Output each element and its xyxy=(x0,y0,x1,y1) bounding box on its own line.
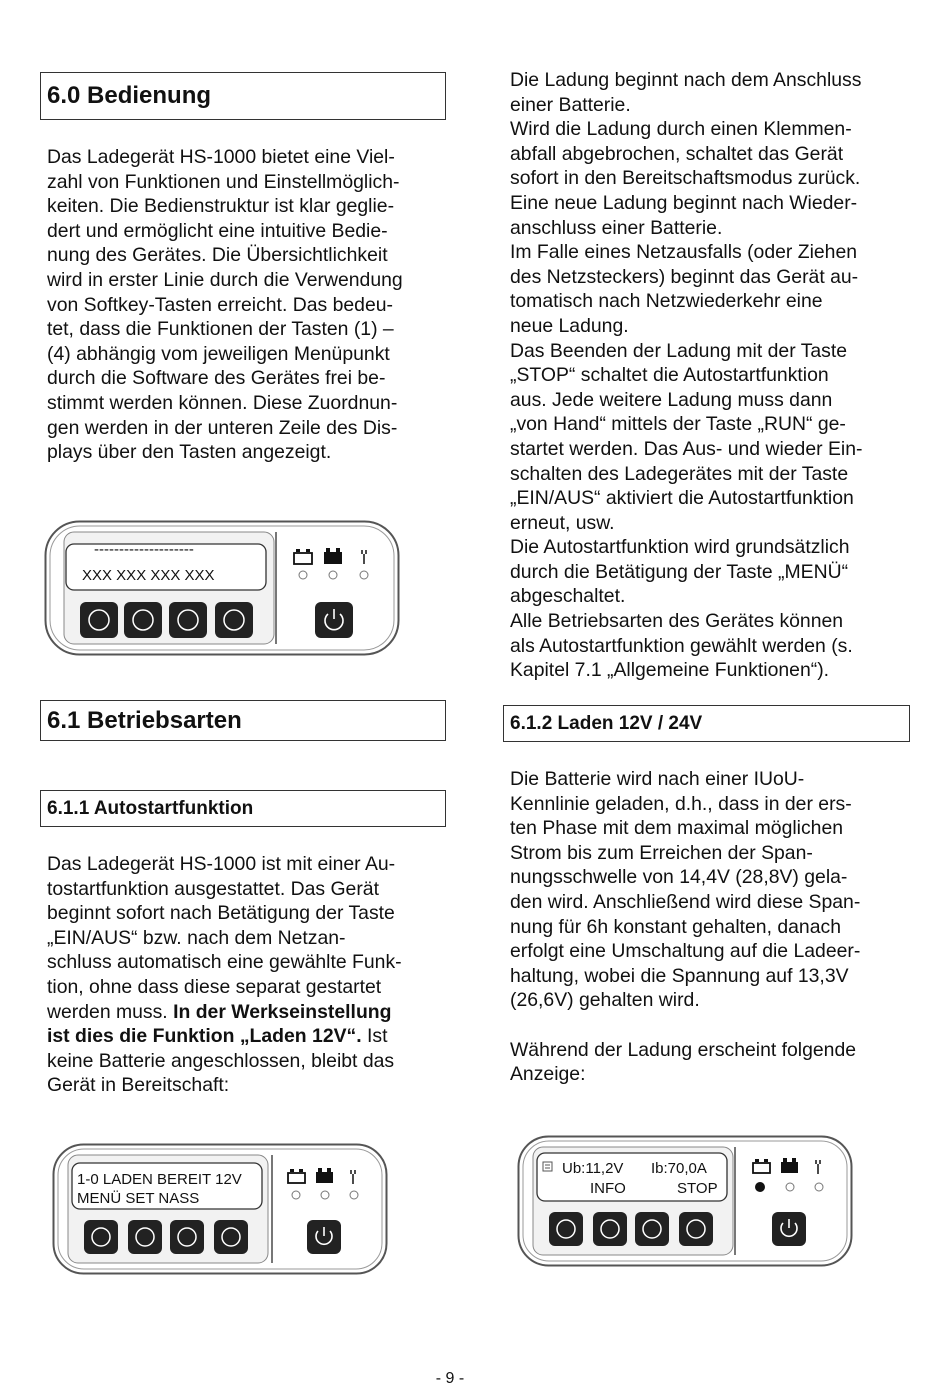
text-line: Die Autostartfunktion wird grundsätzlich xyxy=(510,536,850,559)
status-led-3 xyxy=(360,571,368,579)
text-line: startet werden. Das Aus- und wieder Ein- xyxy=(510,437,863,460)
paragraph-lines xyxy=(47,1049,447,1098)
display-stop-label: STOP xyxy=(677,1180,718,1197)
softkey-button-4[interactable] xyxy=(215,602,253,638)
text-line: wird in erster Linie durch die Verwendung xyxy=(47,268,403,291)
text-line: als Autostartfunktion gewählt werden (s. xyxy=(510,634,853,657)
text-line: plays über den Tasten angezeigt. xyxy=(47,441,332,464)
text-line: nung des Gerätes. Die Übersichtlichkeit xyxy=(47,244,388,267)
text-line: Eine neue Ladung beginnt nach Wieder- xyxy=(510,191,858,214)
display-line-1: -------------------- xyxy=(94,541,194,558)
text-line: tomatisch nach Netzwiederkehr eine xyxy=(510,290,823,313)
softkey-button-4[interactable] xyxy=(679,1212,713,1246)
display-line-1: 1-0 LADEN BEREIT 12V xyxy=(77,1171,242,1188)
status-led-1 xyxy=(299,571,307,579)
softkey-button-3[interactable] xyxy=(170,1220,204,1254)
softkey-button-3[interactable] xyxy=(635,1212,669,1246)
text-line: tet, dass die Funktionen der Tasten (1) – xyxy=(47,318,394,341)
power-button[interactable] xyxy=(315,602,353,638)
softkey-button-2[interactable] xyxy=(593,1212,627,1246)
display-line-2: XXX XXX XXX XXX xyxy=(82,567,215,584)
text-line: durch die Software des Gerätes frei be- xyxy=(47,367,386,390)
text-line: „EIN/AUS“ bzw. nach dem Netzan- xyxy=(47,926,346,949)
text-line: beginnt sofort nach Betätigung der Taste xyxy=(47,902,395,925)
softkey-button-2[interactable] xyxy=(124,602,162,638)
section-heading-6-1: 6.1 Betriebsarten xyxy=(40,700,446,741)
text-line: Das Ladegerät HS-1000 bietet eine Viel- xyxy=(47,146,395,168)
text-line: Die Batterie wird nach einer IUoU- xyxy=(510,768,805,790)
display-voltage: Ub:11,2V xyxy=(562,1160,624,1177)
text-line: (4) abhängig vom jeweiligen Menüpunkt xyxy=(47,342,390,365)
text-line: Alle Betriebsarten des Gerätes können xyxy=(510,610,844,633)
text-line: nungsschwelle von 14,4V (28,8V) gela- xyxy=(510,866,848,889)
text-line: abfall abgebrochen, schaltet das Gerät xyxy=(510,142,844,165)
text-line: aus. Jede weitere Ladung muss dann xyxy=(510,388,833,411)
status-led-3 xyxy=(350,1191,358,1199)
section-heading-6-1-2: 6.1.2 Laden 12V / 24V xyxy=(503,705,910,742)
paragraph-lines xyxy=(47,145,447,465)
text-line: erneut, usw. xyxy=(510,511,615,534)
text-line: Das Ladegerät HS-1000 ist mit einer Au- xyxy=(47,853,396,875)
paragraph-lines xyxy=(47,852,447,1000)
status-led-2 xyxy=(786,1183,794,1191)
paragraph-lines xyxy=(510,767,920,1087)
text-line: „von Hand“ mittels der Taste „RUN“ ge- xyxy=(510,413,846,436)
text-line: erfolgt eine Umschaltung auf die Ladeer- xyxy=(510,940,861,963)
softkey-button-1[interactable] xyxy=(549,1212,583,1246)
power-button[interactable] xyxy=(772,1212,806,1246)
display-current: Ib:70,0A xyxy=(651,1160,707,1177)
text-line: Anzeige: xyxy=(510,1063,586,1086)
text-line: (26,6V) gehalten wird. xyxy=(510,989,700,1012)
text-line: Während der Ladung erscheint folgende xyxy=(510,1038,857,1061)
text-line: durch die Betätigung der Taste „MENÜ“ xyxy=(510,560,849,583)
page-number: - 9 - xyxy=(435,1370,465,1387)
text-line: neue Ladung. xyxy=(510,314,629,337)
text-line: Strom bis zum Erreichen der Span- xyxy=(510,841,813,864)
text-line: Gerät in Bereitschaft: xyxy=(47,1074,230,1097)
text-line: Wird die Ladung durch einen Klemmen- xyxy=(510,118,852,141)
device-panel-1 xyxy=(44,520,400,656)
text-line: keine Batterie angeschlossen, bleibt das xyxy=(47,1049,395,1072)
softkey-button-1[interactable] xyxy=(84,1220,118,1254)
status-led-3 xyxy=(815,1183,823,1191)
text-line: anschluss einer Batterie. xyxy=(510,216,723,239)
status-led-1-active xyxy=(755,1182,765,1192)
text-line: ten Phase mit dem maximal möglichen xyxy=(510,817,844,840)
text-line: dert und ermöglicht eine intuitive Bedie- xyxy=(47,219,388,242)
text-line: abgeschaltet. xyxy=(510,585,626,608)
text-line: einer Batterie. xyxy=(510,93,631,116)
text-line: Das Beenden der Ladung mit der Taste xyxy=(510,339,848,362)
status-led-2 xyxy=(321,1191,329,1199)
text-line: schalten des Ladegerätes mit der Taste xyxy=(510,462,849,485)
text-line: sofort in den Bereitschaftsmodus zurück. xyxy=(510,167,861,190)
softkey-button-3[interactable] xyxy=(169,602,207,638)
text-line: schluss automatisch eine gewählte Funk- xyxy=(47,951,402,974)
text-line: nung für 6h konstant gehalten, danach xyxy=(510,915,841,938)
softkey-button-1[interactable] xyxy=(80,602,118,638)
power-button[interactable] xyxy=(307,1220,341,1254)
status-led-2 xyxy=(329,571,337,579)
section-heading-6-0: 6.0 Bedienung xyxy=(40,72,446,120)
text-line: des Netzsteckers) beginnt das Gerät au- xyxy=(510,265,859,288)
text-line: gen werden in der unteren Zeile des Dis- xyxy=(47,416,398,439)
paragraph-emphasis-line-2: ist dies die Funktion „Laden 12V“. Ist xyxy=(47,1025,388,1048)
paragraph-autostart xyxy=(47,852,447,1098)
text-line: den wird. Anschließend wird diese Span- xyxy=(510,890,861,913)
paragraph-ladung xyxy=(510,68,920,683)
text-line: haltung, wobei die Spannung auf 13,3V xyxy=(510,964,849,987)
text-line: Kennlinie geladen, d.h., dass in der ers- xyxy=(510,792,852,815)
text-line: von Softkey-Tasten erreicht. Das bedeu- xyxy=(47,293,393,316)
status-led-1 xyxy=(292,1191,300,1199)
text-line: tostartfunktion ausgestattet. Das Gerät xyxy=(47,877,379,900)
text-line: keiten. Die Bedienstruktur ist klar geglie- xyxy=(47,195,395,218)
text-line xyxy=(510,1014,515,1036)
softkey-button-4[interactable] xyxy=(214,1220,248,1254)
display-line-2: MENÜ SET NASS xyxy=(77,1190,200,1207)
text-line: „STOP“ schaltet die Autostartfunktion xyxy=(510,364,829,387)
text-line: tion, ohne dass diese separat gestartet xyxy=(47,975,382,998)
paragraph-lines xyxy=(510,68,920,683)
paragraph-laden xyxy=(510,767,920,1087)
text-line: Kapitel 7.1 „Allgemeine Funktionen“). xyxy=(510,659,830,682)
text-line: Die Ladung beginnt nach dem Anschluss xyxy=(510,69,862,91)
display-info-label: INFO xyxy=(590,1180,626,1197)
softkey-button-2[interactable] xyxy=(128,1220,162,1254)
paragraph-emphasis-line-1: werden muss. In der Werkseinstellung xyxy=(47,1000,392,1023)
text-line: zahl von Funktionen und Einstellmöglich- xyxy=(47,170,400,193)
text-line: Im Falle eines Netzausfalls (oder Ziehen xyxy=(510,241,858,264)
device-panel-3 xyxy=(517,1135,853,1267)
section-heading-6-1-1: 6.1.1 Autostartfunktion xyxy=(40,790,446,827)
text-line: „EIN/AUS“ aktiviert die Autostartfunktion xyxy=(510,487,854,510)
text-line: stimmt werden können. Diese Zuordnun- xyxy=(47,391,398,414)
device-panel-2 xyxy=(52,1143,388,1275)
paragraph-bedienung xyxy=(47,145,447,465)
